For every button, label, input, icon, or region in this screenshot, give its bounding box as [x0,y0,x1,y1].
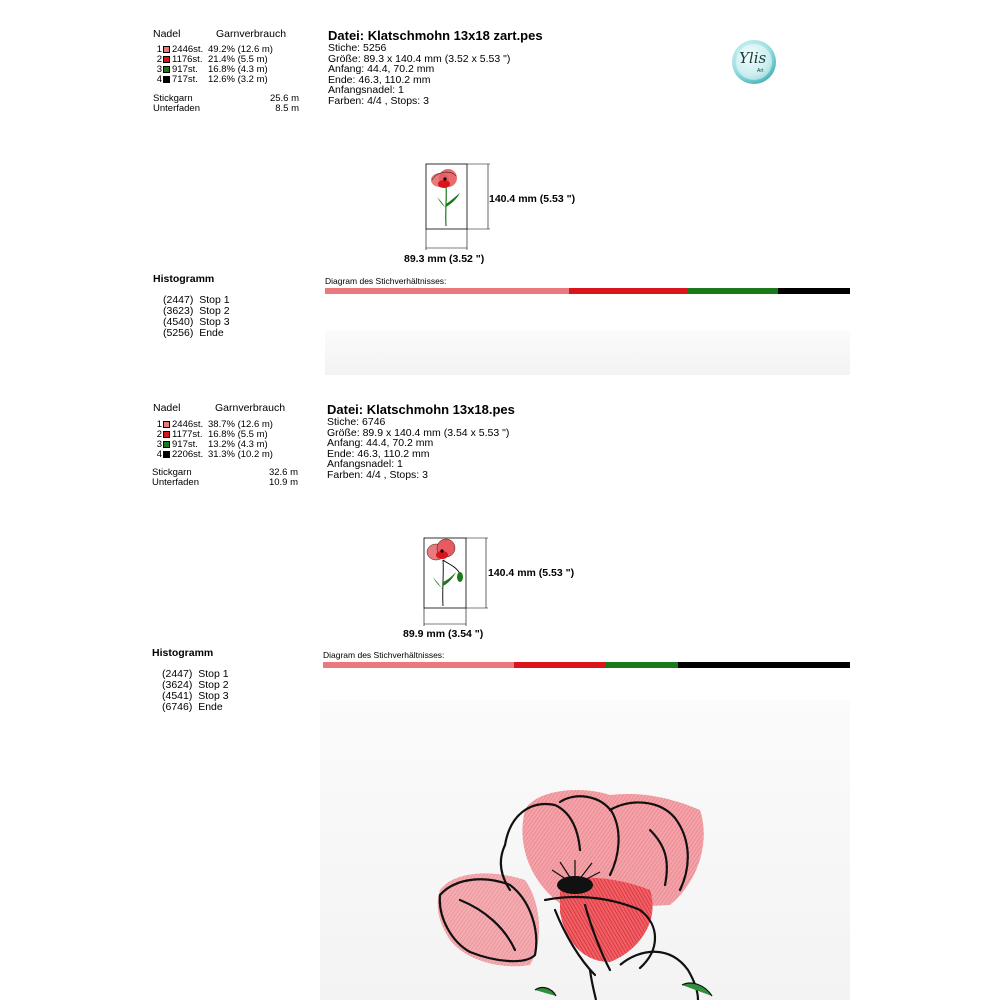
stop-count: (3624) [162,679,193,691]
stop-count: (6746) [162,701,193,713]
ratio-segment-4 [678,662,850,668]
histogram-title: Histogramm [153,273,215,285]
histogram-title: Histogramm [152,647,214,659]
stitch-ratio-bar [325,288,850,294]
width-dimension: 89.3 mm (3.52 ") [404,253,485,265]
thread-totals [152,468,298,490]
info-colors-stops: Farben: 4/4 , Stops: 3 [328,94,429,107]
needle-usage: 49.2% (12.6 m) [208,44,273,55]
stop-label: Ende [199,327,224,339]
width-dimension: 89.9 mm (3.54 ") [403,628,484,640]
stop-label: Stop 2 [198,679,229,691]
color-swatch [163,56,170,63]
needle-usage: 16.8% (4.3 m) [208,64,268,75]
unterfaden-row [152,478,298,489]
needle-usage: 16.8% (5.5 m) [208,429,268,440]
needle-number: 2 [156,429,162,440]
info-stitches: Stiche: 6746 [327,416,386,428]
ratio-segment-1 [323,662,514,668]
stop-count: (3623) [163,305,194,317]
color-swatch [163,451,170,458]
color-swatch [163,76,170,83]
stop-list [162,669,229,713]
height-dimension: 140.4 mm (5.53 ") [489,193,576,205]
thread-totals [153,94,299,116]
stitch-ratio-bar [323,662,850,668]
design-thumbnail [418,534,498,626]
needle-number: 4 [156,74,162,85]
ratio-segment-3 [606,662,678,668]
needle-header: Nadel [153,402,181,414]
ratio-segment-1 [325,288,569,294]
logo-text: Ylis [739,49,767,67]
stop-count: (5256) [163,327,194,339]
stickgarn-value: 32.6 m [268,467,298,478]
info-size: Größe: 89.3 x 140.4 mm (3.52 x 5.53 ") [328,52,511,65]
stop-count: (4541) [162,690,193,702]
stop-row [163,328,230,339]
needle-usage: 31.3% (10.2 m) [208,449,273,460]
stop-count: (2447) [163,294,194,306]
thread-usage-header: Garnverbrauch [216,28,287,40]
file-title: Datei: Klatschmohn 13x18 zart.pes [328,28,543,43]
brand-logo [730,38,778,86]
unterfaden-row [153,104,299,115]
needle-list [153,420,313,464]
needle-usage: 38.7% (12.6 m) [208,419,273,430]
needle-usage: 13.2% (4.3 m) [208,439,268,450]
stop-label: Stop 3 [198,690,229,702]
stop-label: Stop 1 [198,668,229,680]
file-title: Datei: Klatschmohn 13x18.pes [327,402,515,417]
info-start-needle: Anfangsnadel: 1 [327,458,403,470]
info-size: Größe: 89.9 x 140.4 mm (3.54 x 5.53 ") [327,426,510,439]
design-thumbnail [420,160,500,250]
needle-number: 4 [156,449,162,460]
stickgarn-label: Stickgarn [152,467,192,478]
unterfaden-value: 8.5 m [275,103,299,114]
needle-stitches: 1176st. [172,54,203,65]
color-swatch [163,431,170,438]
logo-subtext: Art [757,68,764,74]
needle-row [153,450,273,460]
needle-header: Nadel [153,28,181,40]
color-swatch [163,441,170,448]
info-end: Ende: 46.3, 110.2 mm [327,447,430,460]
info-colors-stops: Farben: 4/4 , Stops: 3 [327,468,428,481]
stop-label: Stop 2 [199,305,230,317]
unterfaden-label: Unterfaden [152,477,200,488]
stop-label: Stop 3 [199,316,230,328]
ratio-diagram-label: Diagram des Stichverhältnisses: [325,276,447,286]
needle-number: 1 [156,419,162,430]
needle-number: 1 [156,44,162,55]
stickgarn-value: 25.6 m [269,93,299,104]
thread-usage-header: Garnverbrauch [215,402,286,414]
design-info [328,43,510,106]
info-start: Anfang: 44.4, 70.2 mm [328,63,435,75]
stop-list [163,295,230,339]
ratio-segment-3 [687,288,778,294]
needle-stitches: 917st. [172,439,198,450]
needle-number: 3 [156,439,162,450]
unterfaden-value: 10.9 m [268,477,298,488]
stop-row [162,702,229,713]
poppy-embroidery-preview [320,700,850,1000]
unterfaden-label: Unterfaden [153,103,201,114]
needle-stitches: 1177st. [172,429,203,440]
stop-label: Stop 1 [199,294,230,306]
stickgarn-label: Stickgarn [153,93,193,104]
info-stitches: Stiche: 5256 [328,42,387,54]
needle-stitches: 2206st. [172,449,204,460]
needle-stitches: 2446st. [172,44,204,55]
needle-stitches: 917st. [172,64,198,75]
stop-count: (2447) [162,668,193,680]
needle-stitches: 2446st. [172,419,204,430]
info-start: Anfang: 44.4, 70.2 mm [327,437,434,449]
info-end: Ende: 46.3, 110.2 mm [328,73,431,86]
ratio-segment-2 [569,288,687,294]
ratio-segment-2 [514,662,606,668]
color-swatch [163,66,170,73]
needle-usage: 21.4% (5.5 m) [208,54,268,65]
needle-number: 3 [156,64,162,75]
needle-usage: 12.6% (3.2 m) [208,74,268,85]
needle-stitches: 717st. [172,74,198,85]
ratio-diagram-label: Diagram des Stichverhältnisses: [323,650,445,660]
color-swatch [163,46,170,53]
height-dimension: 140.4 mm (5.53 ") [488,567,575,579]
stop-label: Ende [198,701,223,713]
preview-placeholder [325,330,850,375]
stop-count: (4540) [163,316,194,328]
info-start-needle: Anfangsnadel: 1 [328,84,404,96]
design-info [327,417,509,480]
needle-list [153,45,313,89]
needle-number: 2 [156,54,162,65]
color-swatch [163,421,170,428]
ratio-segment-4 [778,288,850,294]
needle-row [153,75,268,85]
